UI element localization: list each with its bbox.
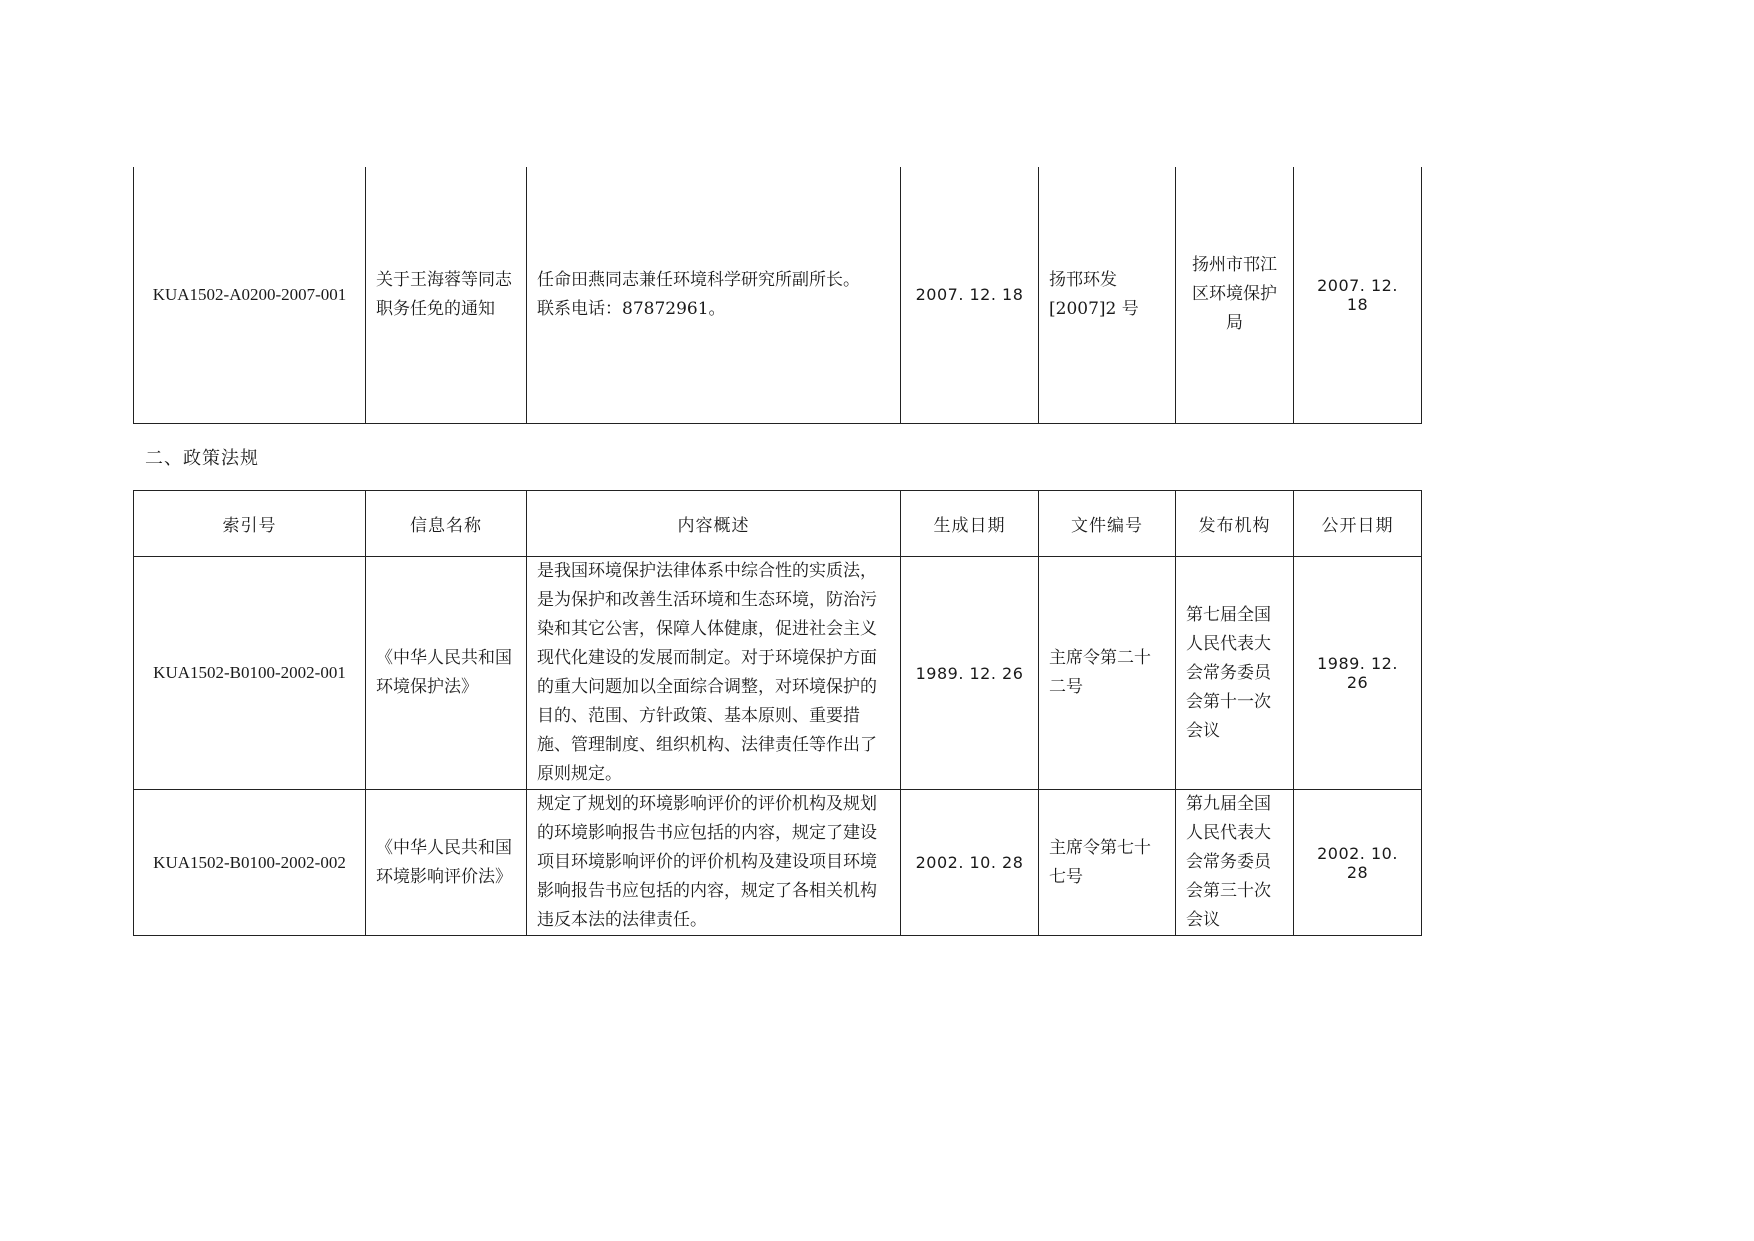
header-published-date: 公开日期 xyxy=(1294,491,1422,557)
appointment-notice-table xyxy=(133,167,1422,424)
summary-line: 任命田燕同志兼任环境科学研究所副所长。 xyxy=(537,269,860,290)
generated-date-cell: 2002. 10. 28 xyxy=(901,790,1039,936)
generated-date-cell: 1989. 12. 26 xyxy=(901,557,1039,790)
header-issuing-org: 发布机构 xyxy=(1176,491,1294,557)
summary-cell: 规定了规划的环境影响评价的评价机构及规划的环境影响报告书应包括的内容，规定了建设项目环境影响评价的评价机构及建设项目环境影响报告书应包括的内容，规定了各相关机构违反本法的法律责任。 xyxy=(527,790,901,936)
document-number-cell: 主席令第二十二号 xyxy=(1039,557,1176,790)
header-generated-date: 生成日期 xyxy=(901,491,1039,557)
info-name-cell: 《中华人民共和国环境保护法》 xyxy=(366,557,527,790)
table-row xyxy=(134,167,1422,423)
issuing-org-cell: 第九届全国人民代表大会常务委员会第三十次会议 xyxy=(1176,790,1294,936)
table-header-row xyxy=(134,491,1422,557)
published-date-cell: 2002. 10. 28 xyxy=(1294,790,1422,936)
generated-date-cell: 2007. 12. 18 xyxy=(901,167,1039,423)
header-document-number: 文件编号 xyxy=(1039,491,1176,557)
published-date-cell: 2007. 12. 18 xyxy=(1294,167,1422,423)
published-date-cell: 1989. 12. 26 xyxy=(1294,557,1422,790)
header-summary: 内容概述 xyxy=(527,491,901,557)
summary-cell xyxy=(527,167,901,423)
table-row xyxy=(134,790,1422,936)
index-number-cell: KUA1502-A0200-2007-001 xyxy=(134,167,366,423)
section-heading: 二、政策法规 xyxy=(145,448,259,469)
policy-regulations-table xyxy=(133,490,1422,936)
header-info-name: 信息名称 xyxy=(366,491,527,557)
document-number-cell: 扬邗环发[2007]2 号 xyxy=(1039,167,1176,423)
document-number-cell: 主席令第七十七号 xyxy=(1039,790,1176,936)
info-name-cell: 《中华人民共和国环境影响评价法》 xyxy=(366,790,527,936)
index-number-cell: KUA1502-B0100-2002-001 xyxy=(134,557,366,790)
summary-line: 联系电话：87872961。 xyxy=(537,298,726,319)
info-name-cell: 关于王海蓉等同志职务任免的通知 xyxy=(366,167,527,423)
table-row xyxy=(134,557,1422,790)
summary-cell: 是我国环境保护法律体系中综合性的实质法，是为保护和改善生活环境和生态环境，防治污染和其它公害，保障人体健康，促进社会主义现代化建设的发展而制定。对于环境保护方面的重大问题加以全面综合调整，对环境保护的目的、范围、方针政策、基本原则、重要措施、管理制度、组织机构、法律责任等作出了原则规定。 xyxy=(527,557,901,790)
issuing-org-cell: 第七届全国人民代表大会常务委员会第十一次会议 xyxy=(1176,557,1294,790)
issuing-org-cell: 扬州市邗江区环境保护局 xyxy=(1176,167,1294,423)
index-number-cell: KUA1502-B0100-2002-002 xyxy=(134,790,366,936)
header-index: 索引号 xyxy=(134,491,366,557)
